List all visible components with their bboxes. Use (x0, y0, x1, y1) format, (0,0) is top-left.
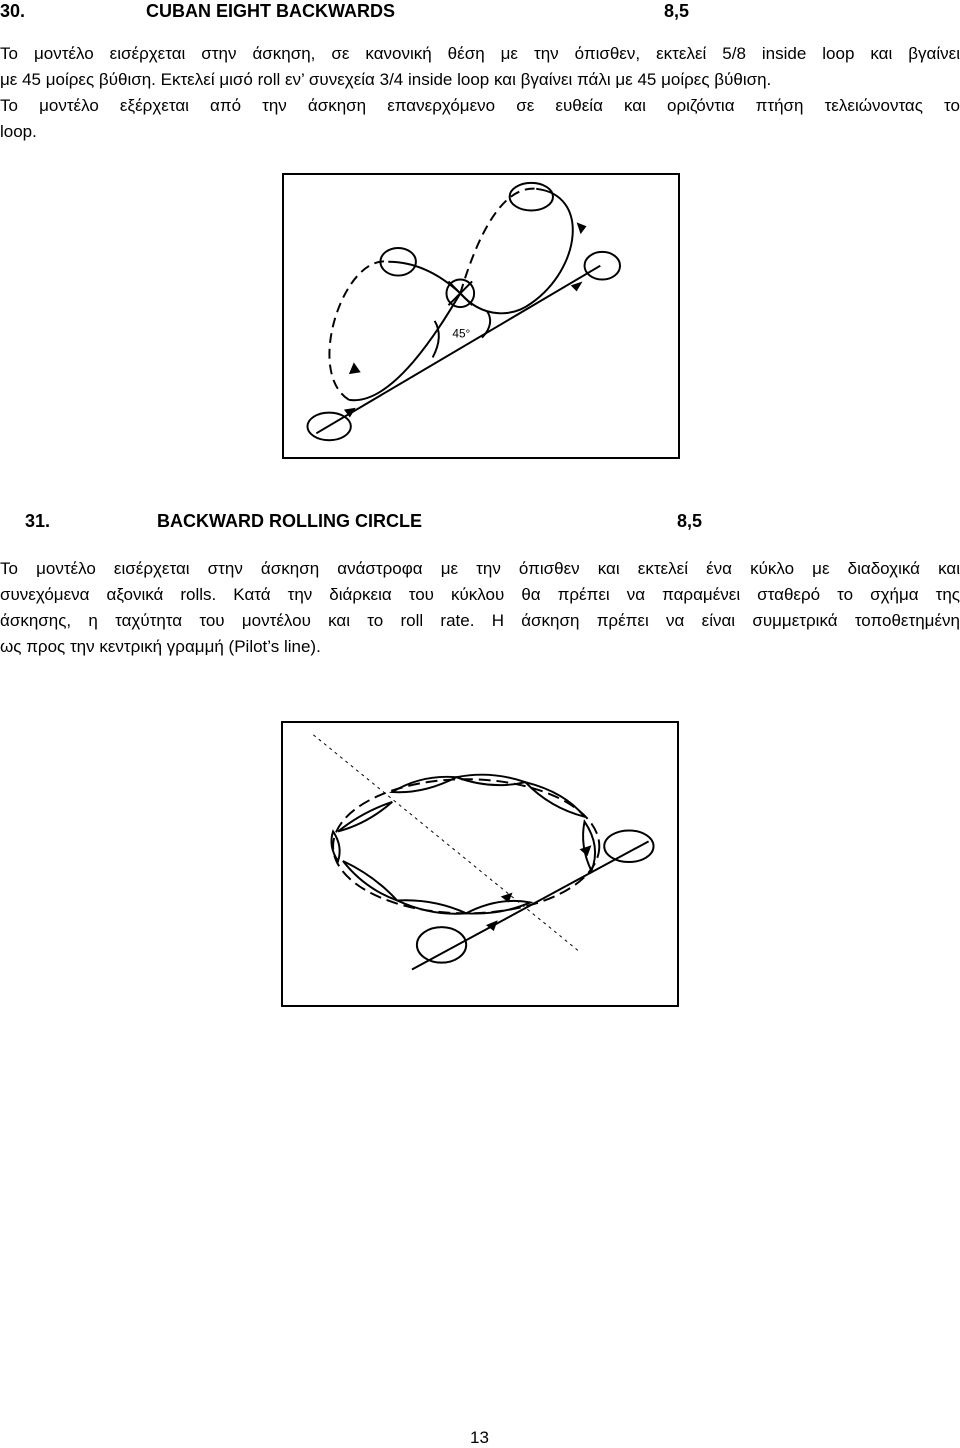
section-31-title: BACKWARD ROLLING CIRCLE (157, 511, 422, 531)
aircraft-icon (510, 183, 553, 211)
section-31-line-1: Το μοντέλο εισέρχεται στην άσκηση ανάστροφα με την όπισθεν και εκτελεί ένα κύκλο με διαδοχικά και (0, 559, 960, 578)
section-30-title: CUBAN EIGHT BACKWARDS (146, 1, 395, 21)
roll-lobe (331, 831, 339, 861)
angle-label: 45° (452, 326, 471, 341)
page-number: 13 (470, 1428, 489, 1447)
pilot-line (313, 735, 579, 952)
section-30-line-2: με 45 μοίρες βύθιση. Εκτελεί μισό roll εν’ συνεχεία 3/4 inside loop και βγαίνει πάλι με 45 μοίρες βύθιση. (0, 70, 772, 89)
left-loop-solid (349, 293, 460, 400)
section-30-number: 30. (0, 1, 26, 21)
section-31-line-4: ως προς την κεντρική γραμμή (Pilot’s line). (0, 637, 321, 656)
rolling-circle-figure (281, 721, 679, 1007)
section-31-line-2: συνεχόμενα αξονικά rolls. Κατά την διάρκεια του κύκλου θα πρέπει να παραμένει σταθερό το σχήμα της (0, 585, 960, 604)
aircraft-icon (604, 830, 653, 862)
roll-lobe (525, 782, 584, 817)
angle-arc-left (433, 321, 439, 357)
aircraft-icon (585, 252, 620, 280)
section-31-description (0, 556, 960, 660)
circle-path (333, 779, 599, 913)
left-loop-dashed (329, 261, 388, 399)
section-31-score: 8,5 (677, 511, 703, 531)
left-loop-top (388, 262, 460, 294)
section-30-line-3: Το μοντέλο εξέρχεται από την άσκηση επανερχόμενο σε ευθεία και οριζόντια πτήση τελειώνοντας το (0, 96, 960, 115)
roll-lobe (456, 775, 525, 785)
right-loop-dashed (460, 189, 536, 294)
rolling-circle-diagram (283, 723, 677, 1005)
section-31-line-3: άσκησης, η ταχύτητα του μοντέλου και το roll rate. Η άσκηση πρέπει να είναι συμμετρικά τοποθετημένη (0, 611, 960, 630)
section-31-number: 31. (25, 511, 51, 531)
roll-lobe (343, 861, 397, 900)
direction-arrow-icon (349, 362, 361, 374)
cuban-eight-figure (282, 173, 680, 459)
section-30-line-1: Το μοντέλο εισέρχεται στην άσκηση, σε κανονική θέση με την όπισθεν, εκτελεί 5/8 inside loop και βγαίνει (0, 44, 960, 63)
direction-arrow-icon (577, 222, 587, 234)
section-30-description (0, 41, 960, 145)
cuban-eight-diagram (284, 175, 678, 457)
section-30-line-4: loop. (0, 122, 37, 141)
section-30-score: 8,5 (664, 1, 690, 21)
